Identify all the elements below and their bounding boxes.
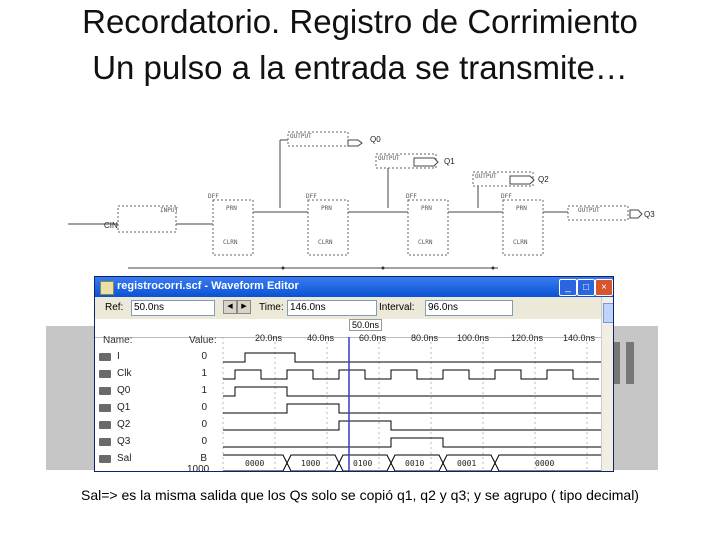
scroll-thumb[interactable] (603, 303, 614, 323)
ref-field[interactable]: 50.0ns (131, 300, 215, 316)
ff3-clrn: CLRN (513, 239, 528, 246)
signal-name: Q1 (117, 402, 131, 413)
minimize-button[interactable]: _ (559, 279, 577, 296)
signal-value: 1 (201, 385, 207, 396)
ff2-clrn: CLRN (418, 239, 433, 246)
output-tag-q0: OUTPUT (290, 133, 312, 140)
signal-name: Q0 (117, 385, 131, 396)
next-button[interactable]: ▶ (237, 300, 251, 314)
ff2-label: DFF (406, 193, 417, 200)
pin-cin: CIN (104, 221, 118, 230)
pin-q3: Q3 (644, 210, 655, 219)
wave-q0 (223, 387, 601, 396)
ref-label: Ref: (105, 302, 124, 313)
output-tag-q2: OUTPUT (475, 173, 497, 180)
slide-title-line2: Un pulso a la entrada se transmite… (92, 49, 628, 86)
bus-value: 0000 (245, 459, 265, 468)
signal-value: 0 (201, 419, 207, 430)
ff1-label: DFF (306, 193, 317, 200)
signal-value: 1 (201, 368, 207, 379)
time-toolbar (95, 297, 613, 319)
signal-name: Q2 (117, 419, 131, 430)
pin-q2: Q2 (538, 175, 549, 184)
time-tick: 20.0ns (255, 333, 283, 343)
signal-name: I (117, 351, 120, 362)
signal-name: Q3 (117, 436, 131, 447)
prev-button[interactable]: ◀ (223, 300, 237, 314)
ff0-prn: PRN (226, 205, 237, 212)
waveform-traces (95, 319, 601, 471)
waveform-editor-window[interactable] (94, 276, 614, 472)
close-button[interactable]: × (595, 279, 613, 296)
signal-value: 0 (201, 402, 207, 413)
app-icon (100, 281, 114, 295)
output-tag-q3: OUTPUT (578, 207, 600, 214)
vertical-scrollbar[interactable] (601, 297, 614, 471)
interval-label: Interval: (379, 302, 415, 313)
time-tick: 140.0ns (563, 333, 596, 343)
desktop-bar (626, 342, 634, 384)
time-tick: 120.0ns (511, 333, 544, 343)
pin-q1: Q1 (444, 157, 455, 166)
signal-value: 0 (201, 351, 207, 362)
time-label: Time: (259, 302, 284, 313)
wave-i (223, 353, 601, 362)
value-column-header: Value: (189, 335, 217, 346)
time-field[interactable]: 146.0ns (287, 300, 377, 316)
ff0-clrn: CLRN (223, 239, 238, 246)
output-tag-q1: OUTPUT (378, 155, 400, 162)
window-title: registrocorri.scf - Waveform Editor (117, 280, 299, 292)
slide-caption: Sal=> es la misma salida que los Qs solo se copió q1, q2 y q3; y se agrupo ( tipo decimal) (81, 487, 639, 503)
signal-name: Clk (117, 368, 132, 379)
bus-value: 0100 (353, 459, 373, 468)
window-titlebar[interactable] (95, 277, 613, 297)
signal-value: B 1000 (187, 453, 210, 472)
ff1-clrn: CLRN (318, 239, 333, 246)
bus-value: 0000 (535, 459, 555, 468)
ff2-prn: PRN (421, 205, 432, 212)
bus-value: 0001 (457, 459, 477, 468)
bus-value: 1000 (301, 459, 321, 468)
name-column-header: Name: (103, 335, 133, 346)
wave-q1 (223, 404, 601, 413)
pin-q0: Q0 (370, 135, 381, 144)
cursor-time-label: 50.0ns (349, 319, 382, 331)
wave-q2 (223, 421, 601, 430)
slide-title-line1: Recordatorio. Registro de Corrimiento (82, 3, 638, 40)
ff0-label: DFF (208, 193, 219, 200)
signal-name: Sal (117, 453, 132, 464)
time-tick: 60.0ns (359, 333, 387, 343)
input-tag: INPUT (160, 207, 179, 214)
interval-field[interactable]: 96.0ns (425, 300, 513, 316)
ff3-label: DFF (501, 193, 512, 200)
waveform-grid[interactable] (95, 319, 601, 471)
wave-q3 (223, 438, 601, 447)
time-tick: 40.0ns (307, 333, 335, 343)
bus-value: 0010 (405, 459, 425, 468)
time-tick: 100.0ns (457, 333, 490, 343)
ff3-prn: PRN (516, 205, 527, 212)
ff1-prn: PRN (321, 205, 332, 212)
shift-register-schematic (58, 128, 664, 276)
wave-clk (223, 370, 599, 379)
time-tick: 80.0ns (411, 333, 439, 343)
signal-value: 0 (201, 436, 207, 447)
maximize-button[interactable]: □ (577, 279, 595, 296)
